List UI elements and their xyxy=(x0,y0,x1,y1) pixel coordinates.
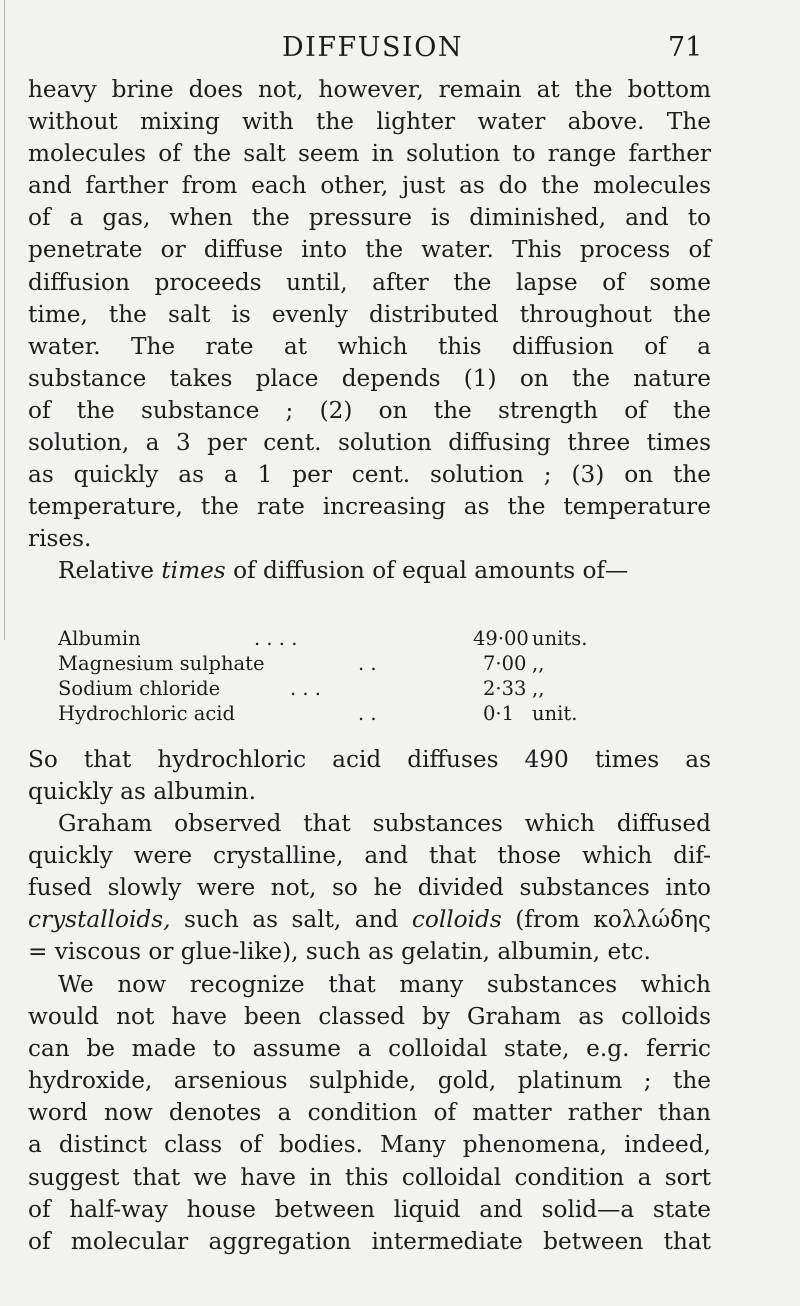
diffusion-times-table xyxy=(58,626,658,726)
substance-name: Albumin xyxy=(58,627,141,650)
text-line: a distinct class of bodies. Many phenomena, indeed, xyxy=(28,1131,711,1159)
diffusion-time-unit: units. xyxy=(532,627,588,650)
text-line: without mixing with the lighter water above. The xyxy=(28,108,711,136)
text-line: molecules of the salt seem in solution to range farther xyxy=(28,140,711,168)
text-line: solution, a 3 per cent. solution diffusing three times xyxy=(28,429,711,457)
table-row xyxy=(58,701,658,726)
text-line: and farther from each other, just as do the molecules xyxy=(28,172,711,200)
text-line: = viscous or glue-like), such as gelatin, albumin, etc. xyxy=(28,938,651,966)
diffusion-time-unit: unit. xyxy=(532,702,578,725)
running-head xyxy=(0,28,800,68)
diffusion-time-value: 49·00 xyxy=(473,627,529,650)
table-row xyxy=(58,676,658,701)
table-intro-after: of diffusion of equal amounts of— xyxy=(233,557,629,585)
text-line: fused slowly were not, so he divided substances into xyxy=(28,874,711,902)
page-number: 71 xyxy=(668,32,703,63)
diffusion-time-value: 2·33 xyxy=(483,677,527,700)
diffusion-time-unit: ,, xyxy=(532,652,545,675)
text-line: can be made to assume a colloidal state, e.g. ferric xyxy=(28,1035,711,1063)
text-line: quickly were crystalline, and that those which dif- xyxy=(28,842,711,870)
text-line: rises. xyxy=(28,525,92,553)
text-fragment: (from κολλώδης xyxy=(501,906,711,934)
leader-dots: . . . . xyxy=(254,627,298,650)
text-line: hydroxide, arsenious sulphide, gold, platinum ; the xyxy=(28,1067,711,1095)
text-line: So that hydrochloric acid diffuses 490 times as xyxy=(28,746,711,773)
text-line: We now recognize that many substances which xyxy=(58,971,711,998)
table-row xyxy=(58,651,658,676)
term-colloids: colloids xyxy=(411,906,502,934)
text-line: of a gas, when the pressure is diminished, and to xyxy=(28,204,711,232)
text-line: substance takes place depends (1) on the nature xyxy=(28,364,711,392)
paragraph-hydrochloric xyxy=(28,744,711,808)
text-line: Graham observed that substances which diffused xyxy=(58,810,711,837)
table-intro xyxy=(28,555,711,587)
text-line: time, the salt is evenly distributed throughout the xyxy=(28,300,711,328)
text-line: as quickly as a 1 per cent. solution ; (3) on the xyxy=(28,461,711,489)
text-line: heavy brine does not, however, remain at the bottom xyxy=(28,76,711,103)
paragraph-graham xyxy=(28,808,711,968)
leader-dots: . . xyxy=(358,702,377,725)
text-line: of the substance ; (2) on the strength of the xyxy=(28,396,711,424)
table-intro-before: Relative xyxy=(58,557,154,585)
diffusion-time-value: 0·1 xyxy=(483,702,515,725)
table-intro-italic: times xyxy=(161,557,226,585)
text-line: quickly as albumin. xyxy=(28,778,256,806)
text-line: word now denotes a condition of matter rather than xyxy=(28,1099,711,1127)
diffusion-time-unit: ,, xyxy=(532,677,545,700)
paragraph-colloidal-state xyxy=(28,969,711,1258)
table-row xyxy=(58,626,658,651)
running-title: DIFFUSION xyxy=(282,32,463,63)
substance-name: Hydrochloric acid xyxy=(58,702,235,725)
page-edge-line xyxy=(4,0,5,640)
term-crystalloids: crystalloids, xyxy=(28,906,171,934)
text-line: of half-way house between liquid and solid—a state xyxy=(28,1195,711,1223)
text-line: of molecular aggregation intermediate between that xyxy=(28,1227,711,1255)
substance-name: Magnesium sulphate xyxy=(58,652,265,675)
paragraph-brine xyxy=(28,74,711,588)
leader-dots: . . xyxy=(358,652,377,675)
text-line: temperature, the rate increasing as the temperature xyxy=(28,493,711,521)
substance-name: Sodium chloride xyxy=(58,677,221,700)
text-line xyxy=(28,904,711,936)
leader-dots: . . . xyxy=(290,677,321,700)
text-fragment: such as salt, and xyxy=(170,906,412,934)
text-line: water. The rate at which this diffusion of a xyxy=(28,332,711,360)
text-line: penetrate or diffuse into the water. This process of xyxy=(28,236,711,264)
text-line: diffusion proceeds until, after the lapse of some xyxy=(28,268,711,296)
text-line: would not have been classed by Graham as colloids xyxy=(28,1003,711,1031)
text-line: suggest that we have in this colloidal condition a sort xyxy=(28,1163,711,1191)
diffusion-time-value: 7·00 xyxy=(483,652,527,675)
